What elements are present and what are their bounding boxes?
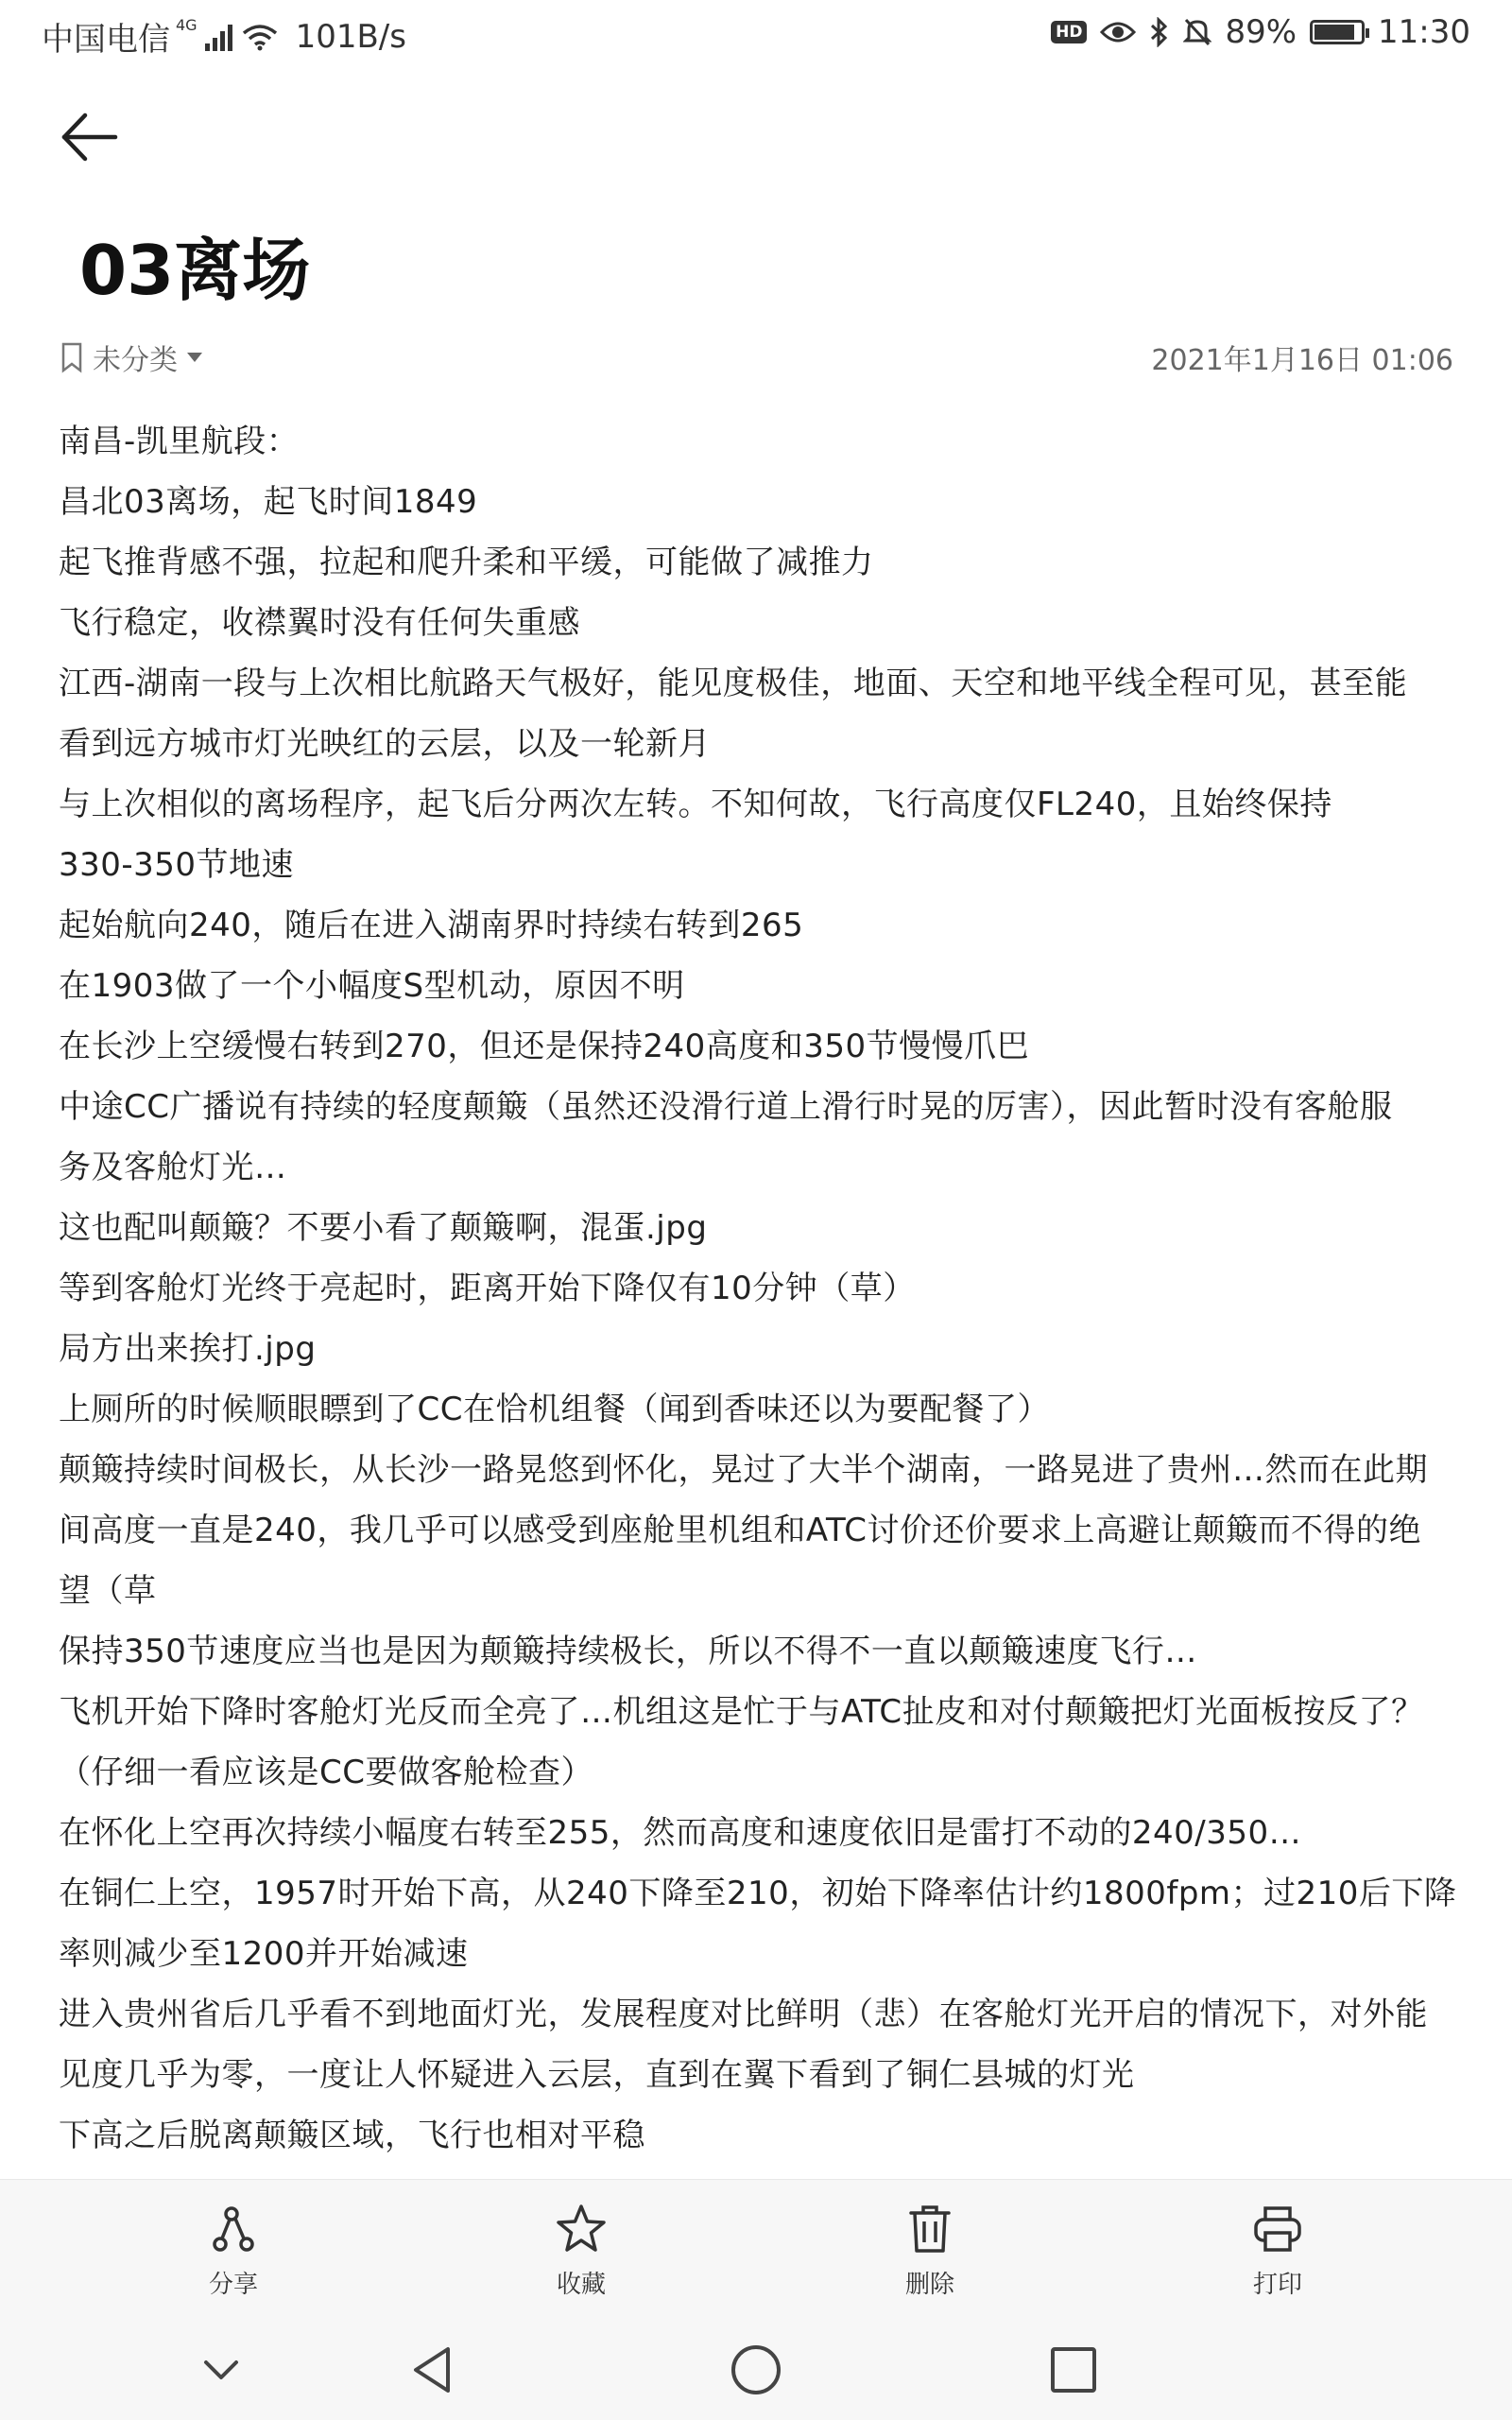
star-icon bbox=[555, 2203, 608, 2256]
note-line: 间高度一直是240，我几乎可以感受到座舱里机组和ATC讨价还价要求上高避让颠簸而不得的绝 bbox=[59, 1512, 1422, 1549]
note-line: 在1903做了一个小幅度S型机动，原因不明 bbox=[59, 967, 685, 1005]
collapse-icon[interactable] bbox=[193, 2342, 249, 2398]
battery-icon bbox=[1310, 20, 1365, 44]
mute-icon bbox=[1183, 17, 1211, 47]
status-right bbox=[1051, 13, 1470, 51]
note-line: 在长沙上空缓慢右转到270，但还是保持240高度和350节慢慢爪巴 bbox=[59, 1028, 1030, 1065]
delete-button[interactable] bbox=[854, 2203, 1005, 2300]
share-icon bbox=[207, 2203, 260, 2256]
note-line: 这也配叫颠簸？不要小看了颠簸啊，混蛋.jpg bbox=[59, 1209, 708, 1247]
note-line: 飞机开始下降时客舱灯光反而全亮了…机组这是忙于与ATC扯皮和对付颠簸把灯光面板按反了？ bbox=[59, 1693, 1424, 1731]
eye-icon bbox=[1100, 20, 1136, 44]
note-line: 率则减少至1200并开始减速 bbox=[59, 1935, 469, 1973]
note-line: 南昌-凯里航段： bbox=[59, 423, 300, 460]
note-meta bbox=[59, 337, 1453, 380]
note-line: 江西-湖南一段与上次相比航路天气极好，能见度极佳，地面、天空和地平线全程可见，甚至能 bbox=[59, 665, 1408, 702]
note-line: 飞行稳定，收襟翼时没有任何失重感 bbox=[59, 604, 580, 642]
status-bar bbox=[0, 0, 1512, 72]
note-line: 见度几乎为零，一度让人怀疑进入云层，直到在翼下看到了铜仁县城的灯光 bbox=[59, 2056, 1135, 2094]
note-line: 昌北03离场，起飞时间1849 bbox=[59, 483, 478, 521]
print-button[interactable] bbox=[1202, 2203, 1353, 2300]
printer-icon bbox=[1251, 2203, 1304, 2256]
bottom-toolbar bbox=[0, 2179, 1512, 2322]
share-label: 分享 bbox=[208, 2271, 258, 2299]
note-line: 在铜仁上空，1957时开始下高，从240下降至210，初始下降率估计约1800fpm；过210后下降 bbox=[59, 1875, 1457, 1912]
note-line: 务及客舱灯光… bbox=[59, 1149, 287, 1186]
hd-icon: HD bbox=[1051, 21, 1087, 43]
signal-icon bbox=[203, 23, 235, 51]
note-line: 颠簸持续时间极长，从长沙一路晃悠到怀化，晃过了大半个湖南，一路晃进了贵州…然而在此期 bbox=[59, 1451, 1428, 1489]
chevron-down-icon bbox=[185, 351, 204, 364]
note-line: 起飞推背感不强，拉起和爬升柔和平缓，可能做了减推力 bbox=[59, 544, 874, 581]
back-arrow-icon[interactable] bbox=[57, 104, 123, 170]
note-line: 上厕所的时候顺眼瞟到了CC在恰机组餐（闻到香味还以为要配餐了） bbox=[59, 1391, 1050, 1428]
note-line: 望（草 bbox=[59, 1572, 157, 1610]
recents-square-icon[interactable] bbox=[1045, 2342, 1102, 2398]
category-selector[interactable] bbox=[59, 337, 204, 378]
note-line: （仔细一看应该是CC要做客舱检查） bbox=[59, 1754, 593, 1791]
navigation-bar bbox=[0, 2321, 1512, 2420]
bluetooth-icon bbox=[1149, 17, 1170, 47]
favorite-label: 收藏 bbox=[556, 2271, 606, 2299]
note-line: 下高之后脱离颠簸区域，飞行也相对平稳 bbox=[59, 2117, 645, 2154]
share-button[interactable] bbox=[158, 2203, 309, 2300]
note-title: 03离场 bbox=[79, 231, 311, 310]
status-left bbox=[42, 13, 406, 60]
note-line: 保持350节速度应当也是因为颠簸持续极长，所以不得不一直以颠簸速度飞行… bbox=[59, 1633, 1197, 1670]
note-line: 330-350节地速 bbox=[59, 846, 295, 884]
category-label: 未分类 bbox=[93, 344, 178, 377]
note-line: 看到远方城市灯光映红的云层，以及一轮新月 bbox=[59, 725, 711, 763]
note-line: 进入贵州省后几乎看不到地面灯光，发展程度对比鲜明（悲）在客舱灯光开启的情况下，对外能 bbox=[59, 1996, 1428, 2033]
trash-icon bbox=[903, 2203, 956, 2256]
network-type: 4G bbox=[176, 16, 198, 34]
note-line: 与上次相似的离场程序，起飞后分两次左转。不知何故，飞行高度仅FL240，且始终保持 bbox=[59, 786, 1332, 823]
note-line: 等到客舱灯光终于亮起时，距离开始下降仅有10分钟（草） bbox=[59, 1270, 916, 1307]
clock: 11:30 bbox=[1378, 13, 1470, 51]
print-label: 打印 bbox=[1252, 2271, 1302, 2299]
delete-label: 删除 bbox=[904, 2271, 954, 2299]
note-body[interactable] bbox=[59, 411, 1457, 2179]
back-triangle-icon[interactable] bbox=[406, 2342, 463, 2398]
note-date: 2021年1月16日 01:06 bbox=[1151, 344, 1453, 377]
note-line: 中途CC广播说有持续的轻度颠簸（虽然还没滑行道上滑行时晃的厉害），因此暂时没有客舱服 bbox=[59, 1088, 1393, 1126]
wifi-icon bbox=[241, 23, 279, 51]
network-speed: 101B/s bbox=[295, 17, 406, 56]
bookmark-icon bbox=[59, 341, 85, 373]
note-line: 起始航向240，随后在进入湖南界时持续右转到265 bbox=[59, 907, 804, 944]
carrier-label: 中国电信 bbox=[42, 21, 170, 59]
note-line: 局方出来挨打.jpg bbox=[59, 1330, 317, 1368]
note-line: 在怀化上空再次持续小幅度右转至255，然而高度和速度依旧是雷打不动的240/350… bbox=[59, 1814, 1302, 1852]
home-circle-icon[interactable] bbox=[728, 2342, 784, 2398]
battery-percent: 89% bbox=[1225, 13, 1297, 51]
favorite-button[interactable] bbox=[506, 2203, 657, 2300]
